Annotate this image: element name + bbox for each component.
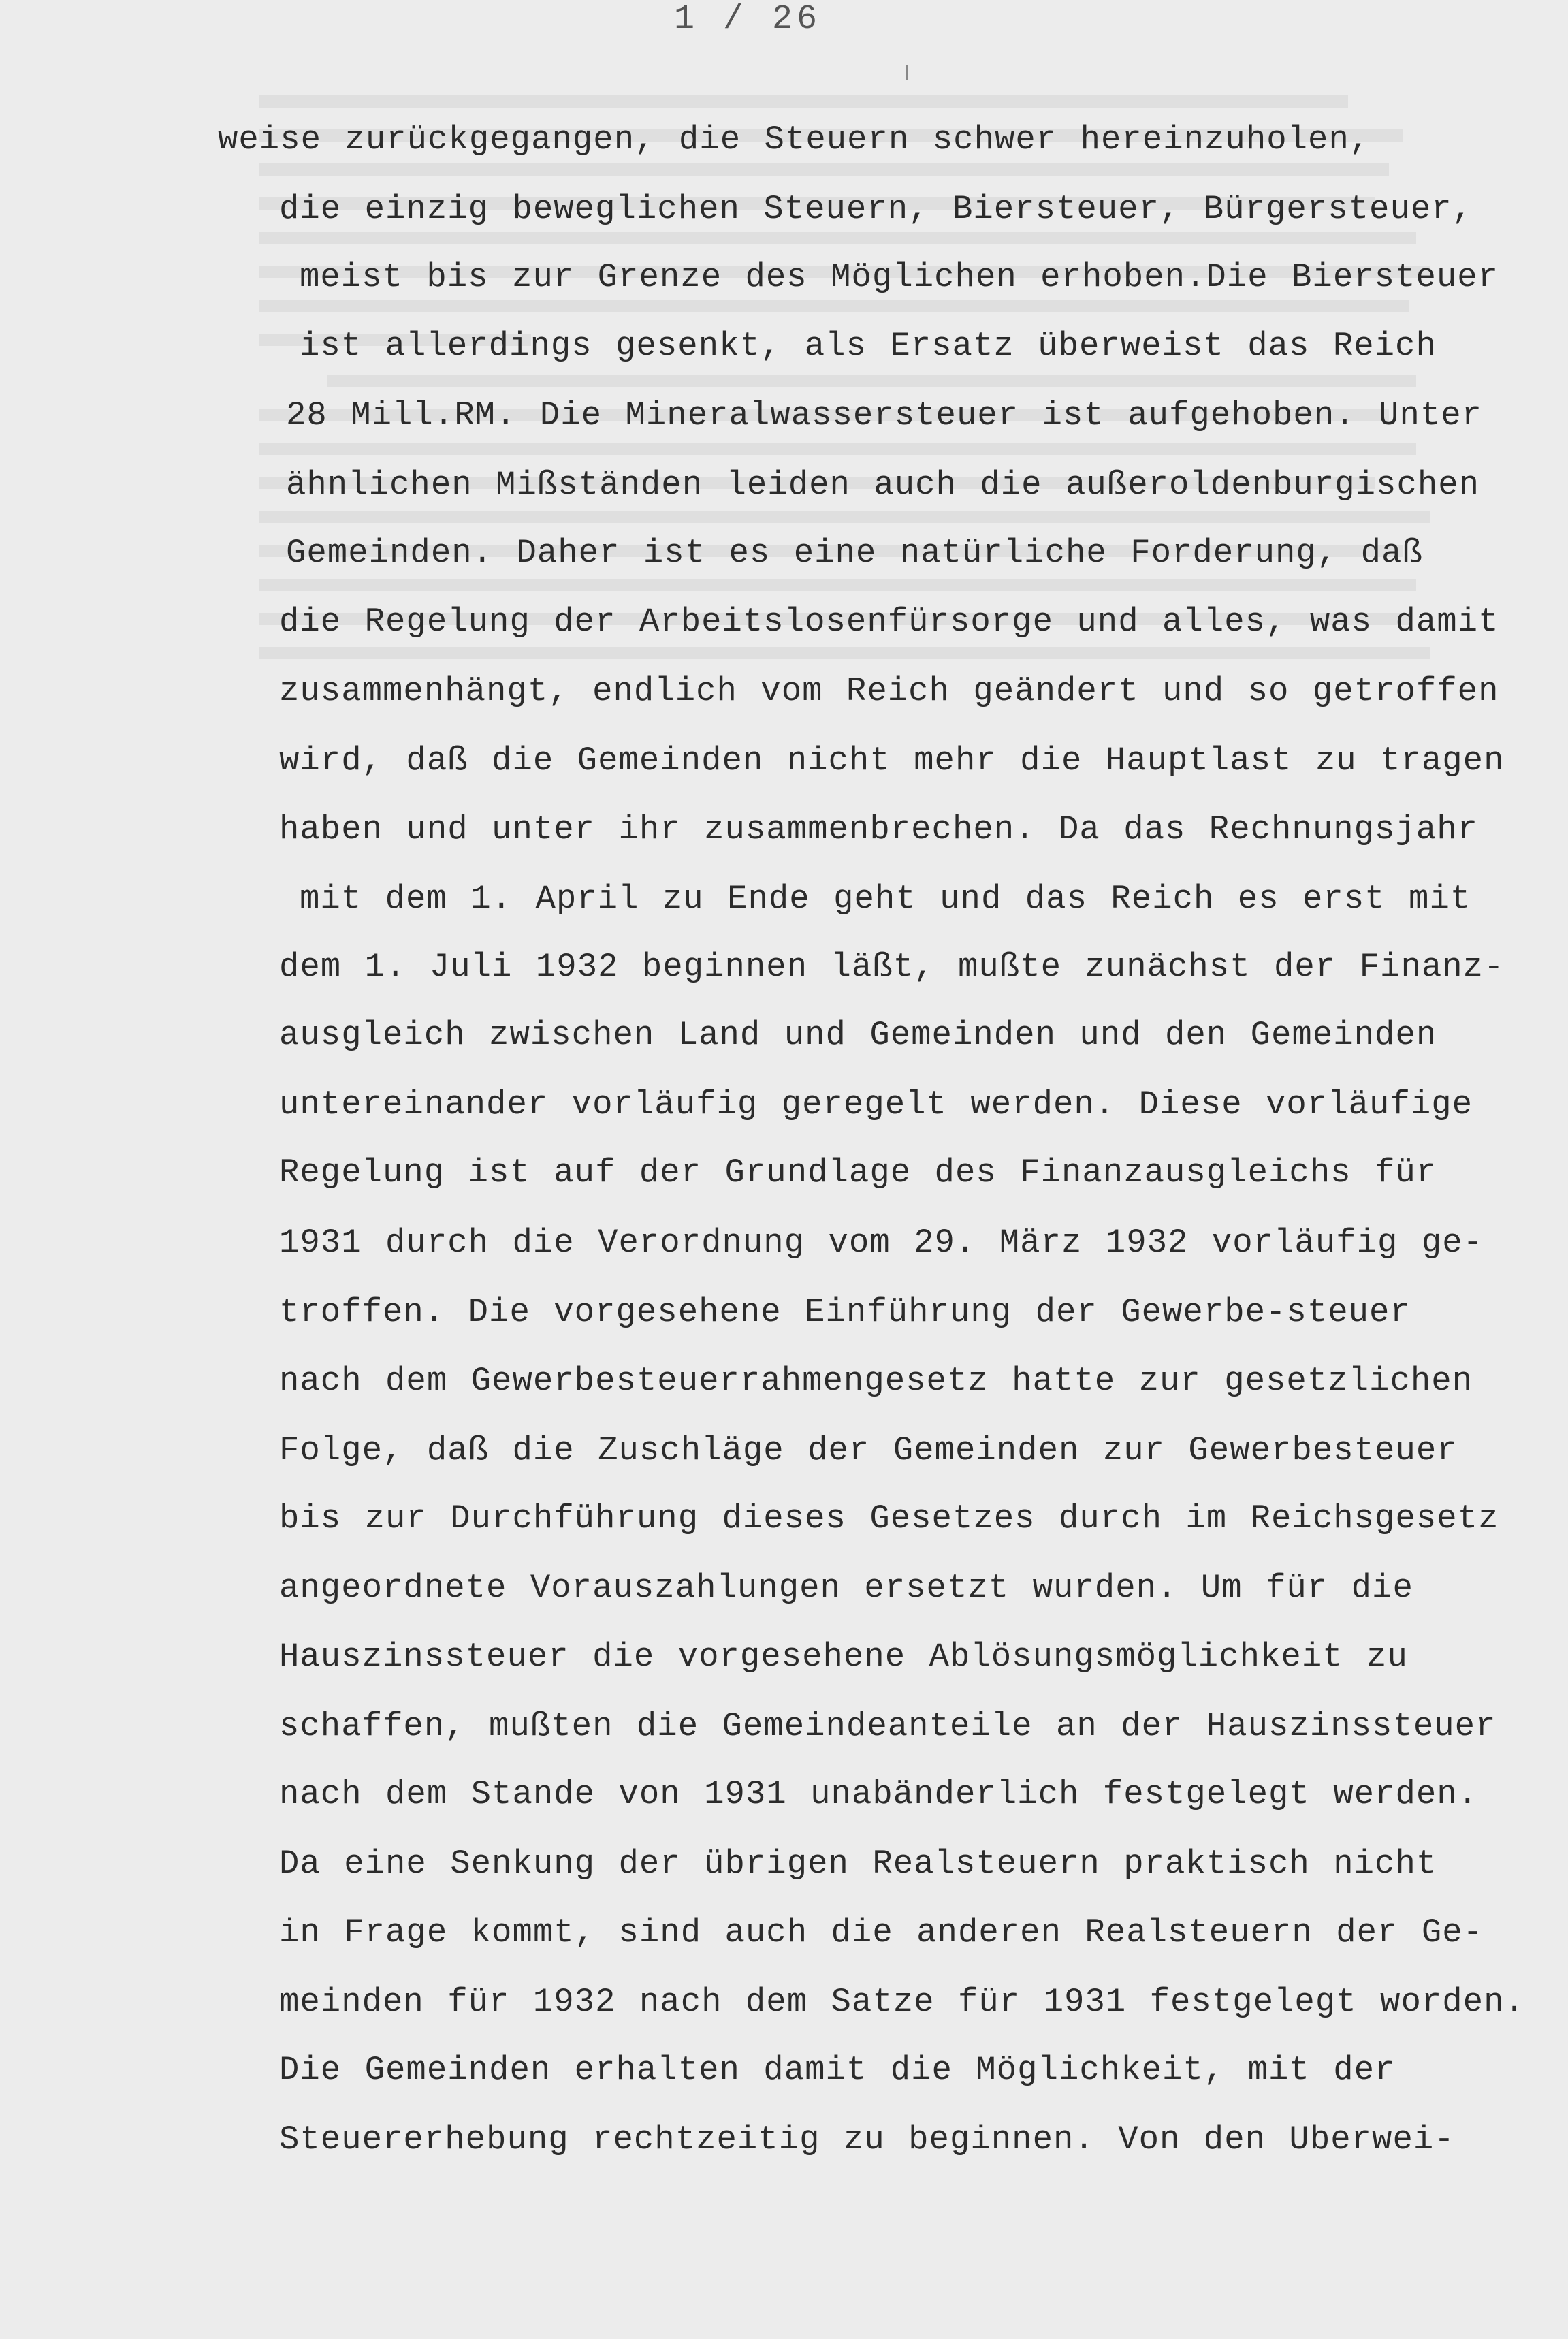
text-line: dem 1. Juli 1932 beginnen läßt, mußte zunächst der Finanz-	[279, 948, 1505, 986]
text-line: die einzig beweglichen Steuern, Biersteuer, Bürgersteuer,	[279, 190, 1473, 228]
text-line: 28 Mill.RM. Die Mineralwassersteuer ist aufgehoben. Unter	[286, 396, 1483, 434]
text-line: untereinander vorläufig geregelt werden. Diese vorläufige	[279, 1085, 1473, 1124]
text-line: meist bis zur Grenze des Möglichen erhoben.Die Biersteuer	[300, 258, 1499, 296]
text-line: haben und unter ihr zusammenbrechen. Da das Rechnungsjahr	[279, 810, 1479, 848]
text-line: in Frage kommt, sind auch die anderen Realsteuern der Ge-	[279, 1913, 1484, 1952]
text-line: ähnlichen Mißständen leiden auch die außeroldenburgischen	[286, 466, 1480, 504]
text-line: ist allerdings gesenkt, als Ersatz überweist das Reich	[300, 327, 1437, 365]
page-number: 1 / 26	[674, 0, 822, 39]
text-line: nach dem Gewerbesteuerrahmengesetz hatte zur gesetzlichen	[279, 1362, 1473, 1400]
text-line: die Regelung der Arbeitslosenfürsorge und alles, was damit	[279, 603, 1499, 641]
margin-tick-mark	[906, 65, 908, 80]
text-line: Hauszinssteuer die vorgesehene Ablösungsmöglichkeit zu	[279, 1638, 1408, 1676]
text-line: mit dem 1. April zu Ende geht und das Reich es erst mit	[300, 880, 1471, 918]
text-line: Folge, daß die Zuschläge der Gemeinden zur Gewerbesteuer	[279, 1431, 1458, 1469]
text-line: Regelung ist auf der Grundlage des Finanzausgleichs für	[279, 1153, 1437, 1192]
text-line: bis zur Durchführung dieses Gesetzes durch im Reichsgesetz	[279, 1499, 1499, 1538]
text-line: wird, daß die Gemeinden nicht mehr die Hauptlast zu tragen	[279, 742, 1505, 780]
text-line: ausgleich zwischen Land und Gemeinden und den Gemeinden	[279, 1016, 1437, 1054]
text-line: nach dem Stande von 1931 unabänderlich festgelegt werden.	[279, 1775, 1479, 1813]
text-line: angeordnete Vorauszahlungen ersetzt wurden. Um für die	[279, 1569, 1413, 1607]
text-line: Steuererhebung rechtzeitig zu beginnen. Von den Uberwei-	[279, 2120, 1455, 2159]
text-line: troffen. Die vorgesehene Einführung der Gewerbe-steuer	[279, 1293, 1411, 1331]
text-line: schaffen, mußten die Gemeindeanteile an der Hauszinssteuer	[279, 1707, 1497, 1745]
text-line: meinden für 1932 nach dem Satze für 1931 festgelegt worden.	[279, 1983, 1525, 2021]
text-line: 1931 durch die Verordnung vom 29. März 1932 vorläufig ge-	[279, 1224, 1484, 1262]
text-line: Da eine Senkung der übrigen Realsteuern praktisch nicht	[279, 1845, 1437, 1883]
text-line: weise zurückgegangen, die Steuern schwer hereinzuholen,	[218, 121, 1371, 159]
text-line: Gemeinden. Daher ist es eine natürliche Forderung, daß	[286, 534, 1423, 572]
text-line: Die Gemeinden erhalten damit die Möglichkeit, mit der	[279, 2051, 1396, 2089]
text-line: zusammenhängt, endlich vom Reich geändert und so getroffen	[279, 672, 1499, 710]
